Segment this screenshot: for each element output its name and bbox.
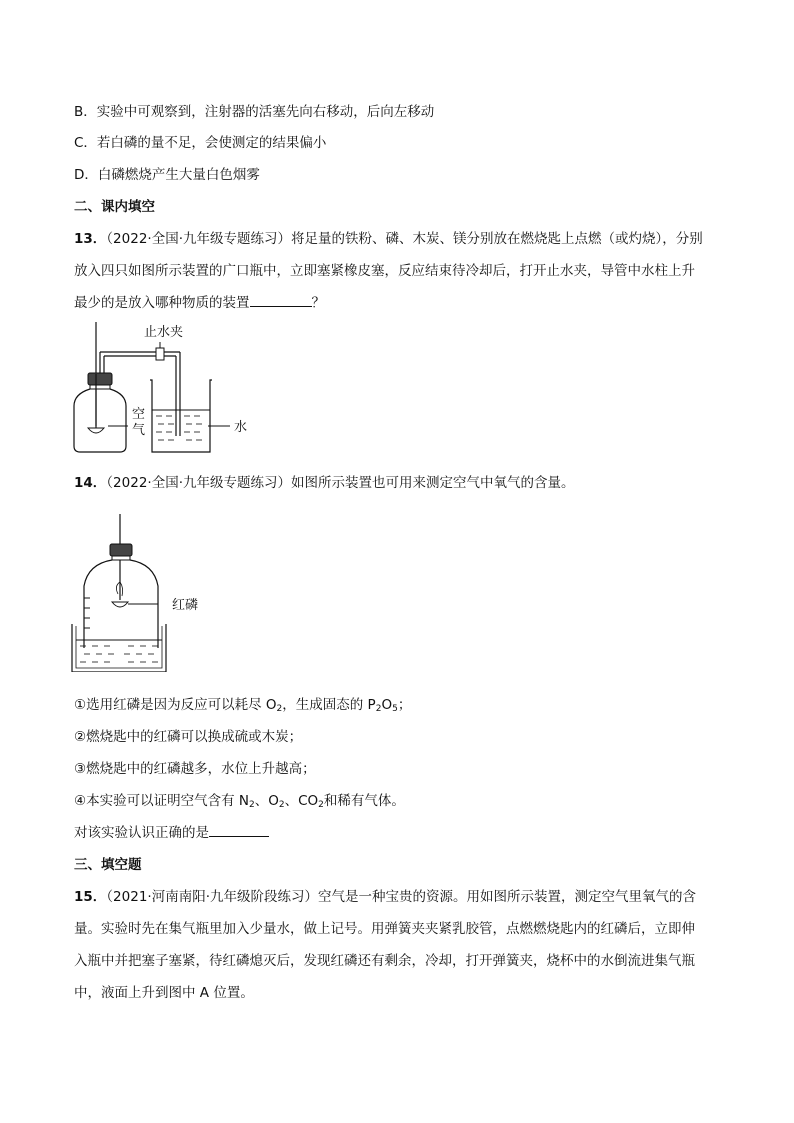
q13-text-1: 将足量的铁粉、磷、木炭、镁分别放在燃烧匙上点燃（或灼烧），分别 bbox=[291, 231, 703, 247]
q15-line3: 入瓶中并把塞子塞紧，待红磷熄灭后，发现红磷还有剩余，冷却，打开弹簧夹，烧杯中的水倒流进集气瓶 bbox=[74, 953, 695, 969]
q14-label-phosphorus: 红磷 bbox=[172, 598, 199, 613]
q13-line2: 放入四只如图所示装置的广口瓶中，立即塞紧橡皮塞，反应结束待冷却后，打开止水夹，导管中水柱上升 bbox=[74, 263, 695, 279]
q15-line2: 量。实验时先在集气瓶里加入少量水，做上记号。用弹簧夹夹紧乳胶管，点燃燃烧匙内的红磷后，立即伸 bbox=[74, 921, 695, 937]
q14-statement-4 bbox=[74, 792, 405, 814]
q14-s4-d: 和稀有气体。 bbox=[323, 793, 405, 809]
option-c: C．若白磷的量不足，会使测定的结果偏小 bbox=[74, 135, 327, 151]
q14-s4-c: 、CO bbox=[284, 793, 319, 809]
q13-text-3: 最少的是放入哪种物质的装置 bbox=[74, 295, 250, 311]
q14-s1-sub2: 2 bbox=[375, 704, 382, 714]
q14-s1-c: O bbox=[381, 697, 393, 713]
q14-statement-2: ②燃烧匙中的红磷可以换成硫或木炭； bbox=[74, 729, 303, 745]
q15-line4: 中，液面上升到图中 A 位置。 bbox=[74, 985, 254, 1001]
q15-line1 bbox=[74, 888, 696, 906]
q14-answer-blank[interactable] bbox=[209, 824, 269, 837]
q15-number: 15． bbox=[74, 889, 107, 905]
section-title-2: 二、课内填空 bbox=[74, 199, 155, 215]
option-b: B．实验中可观察到，注射器的活塞先向右移动，后向左移动 bbox=[74, 104, 435, 120]
q13-label-air-2: 气 bbox=[132, 423, 146, 438]
option-d: D．白磷燃烧产生大量白色烟雾 bbox=[74, 167, 260, 183]
q14-s1-d: ； bbox=[397, 697, 412, 713]
q14-s1-a: ①选用红磷是因为反应可以耗尽 O bbox=[74, 697, 277, 713]
q15-text-1: 空气是一种宝贵的资源。用如图所示装置，测定空气里氧气的含 bbox=[318, 889, 696, 905]
q14-statement-3: ③燃烧匙中的红磷越多，水位上升越高； bbox=[74, 761, 316, 777]
q14-figure-apparatus bbox=[66, 512, 226, 672]
q13-source: （2022·全国·九年级专题练习） bbox=[106, 231, 291, 247]
q13-number: 13． bbox=[74, 231, 107, 247]
q14-s1-b: ，生成固态的 P bbox=[282, 697, 376, 713]
q15-source: （2021·河南南阳·九年级阶段练习） bbox=[106, 889, 318, 905]
q13-answer-blank[interactable] bbox=[250, 294, 312, 307]
q14-s4-sub3: 2 bbox=[318, 800, 324, 810]
q13-label-water: 水 bbox=[234, 420, 248, 435]
q14-statement-1 bbox=[74, 696, 411, 718]
q14-line1 bbox=[74, 474, 575, 492]
q13-label-air-1: 空 bbox=[132, 407, 146, 422]
q13-line1 bbox=[74, 230, 703, 248]
q14-source: （2022·全国·九年级专题练习） bbox=[106, 475, 291, 491]
q14-ask-text: 对该实验认识正确的是 bbox=[74, 825, 209, 841]
q13-figure-apparatus bbox=[60, 318, 270, 458]
q14-s4-sub2: 2 bbox=[278, 800, 285, 810]
q14-s1-sub1: 2 bbox=[276, 704, 283, 714]
q14-number: 14． bbox=[74, 475, 107, 491]
q14-ask bbox=[74, 824, 269, 842]
q14-s4-a: ④本实验可以证明空气含有 N bbox=[74, 793, 249, 809]
q14-s4-sub1: 2 bbox=[249, 800, 255, 810]
q14-text: 如图所示装置也可用来测定空气中氧气的含量。 bbox=[291, 475, 575, 491]
q14-s4-b: 、O bbox=[254, 793, 279, 809]
q13-label-clamp: 止水夹 bbox=[144, 325, 184, 340]
q13-line3 bbox=[74, 294, 325, 312]
q13-question-mark: ？ bbox=[311, 295, 325, 311]
q14-s1-sub3: 5 bbox=[392, 704, 398, 714]
section-title-3: 三、填空题 bbox=[74, 857, 142, 873]
